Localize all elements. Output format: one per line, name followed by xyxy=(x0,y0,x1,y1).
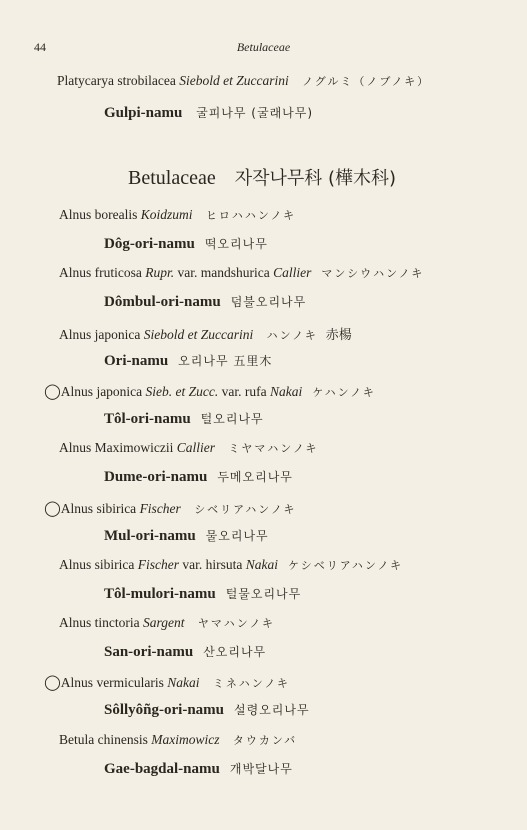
species-korean-name: Dôg-ori-namu 떡오리나무 xyxy=(104,236,268,252)
species-scientific-name: Alnus tinctoria Sargent ヤマハンノキ xyxy=(59,615,275,631)
species-korean-name: Mul-ori-namu 물오리나무 xyxy=(104,527,269,544)
species-korean-name: Tôl-ori-namu 털오리나무 xyxy=(104,410,264,427)
species-scientific-name: Alnus japonica Siebold et Zuccarini ハンノキ 赤楊 xyxy=(59,326,352,343)
species-korean-name: San-ori-namu 산오리나무 xyxy=(104,644,267,661)
species-scientific-name: Alnus sibirica Fischer var. hirsuta Nakai ケシベリアハンノキ xyxy=(59,556,404,572)
species-korean-name: Gae-bagdal-namu 개박달나무 xyxy=(104,760,293,777)
top-scientific-name: Platycarya strobilacea Siebold et Zuccarini ノグルミ（ノブノキ） xyxy=(57,73,431,88)
species-scientific-name: Alnus borealis Koidzumi ヒロハハンノキ xyxy=(59,207,297,222)
page-header xyxy=(34,40,493,56)
species-scientific-name: ◯Alnus japonica Sieb. et Zucc. var. rufa Nakai ケハンノキ xyxy=(44,381,376,400)
species-scientific-name: ◯Alnus vermicularis Nakai ミネハンノキ xyxy=(44,673,290,692)
species-scientific-name: Betula chinensis Maximowicz タウカンバ xyxy=(59,731,298,747)
top-korean-name: Gulpi-namu 굴피나무 (굴래나무) xyxy=(104,105,314,121)
species-korean-name: Sôllyôñg-ori-namu 설령오리나무 xyxy=(104,702,310,719)
circle-mark: ◯ xyxy=(44,673,61,692)
family-heading: Betulaceae 자작나무科 (樺木科) xyxy=(128,167,397,189)
page-number: 44 xyxy=(34,40,46,54)
circle-mark: ◯ xyxy=(44,381,61,400)
species-korean-name: Ori-namu 오리나무 五里木 xyxy=(104,352,273,369)
circle-mark: ◯ xyxy=(44,498,61,517)
species-korean-name: Dume-ori-namu 두메오리나무 xyxy=(104,469,293,486)
running-head: Betulaceae xyxy=(236,40,291,54)
species-korean-name: Tôl-mulori-namu 털물오리나무 xyxy=(104,585,302,602)
species-scientific-name: ◯Alnus sibirica Fischer シベリアハンノキ xyxy=(44,498,297,517)
species-korean-name: Dômbul-ori-namu 덤불오리나무 xyxy=(104,294,307,311)
species-scientific-name: Alnus Maximowiczii Callier ミヤマハンノキ xyxy=(59,440,319,456)
species-scientific-name: Alnus fruticosa Rupr. var. mandshurica Callier マンシウハンノキ xyxy=(59,265,425,281)
